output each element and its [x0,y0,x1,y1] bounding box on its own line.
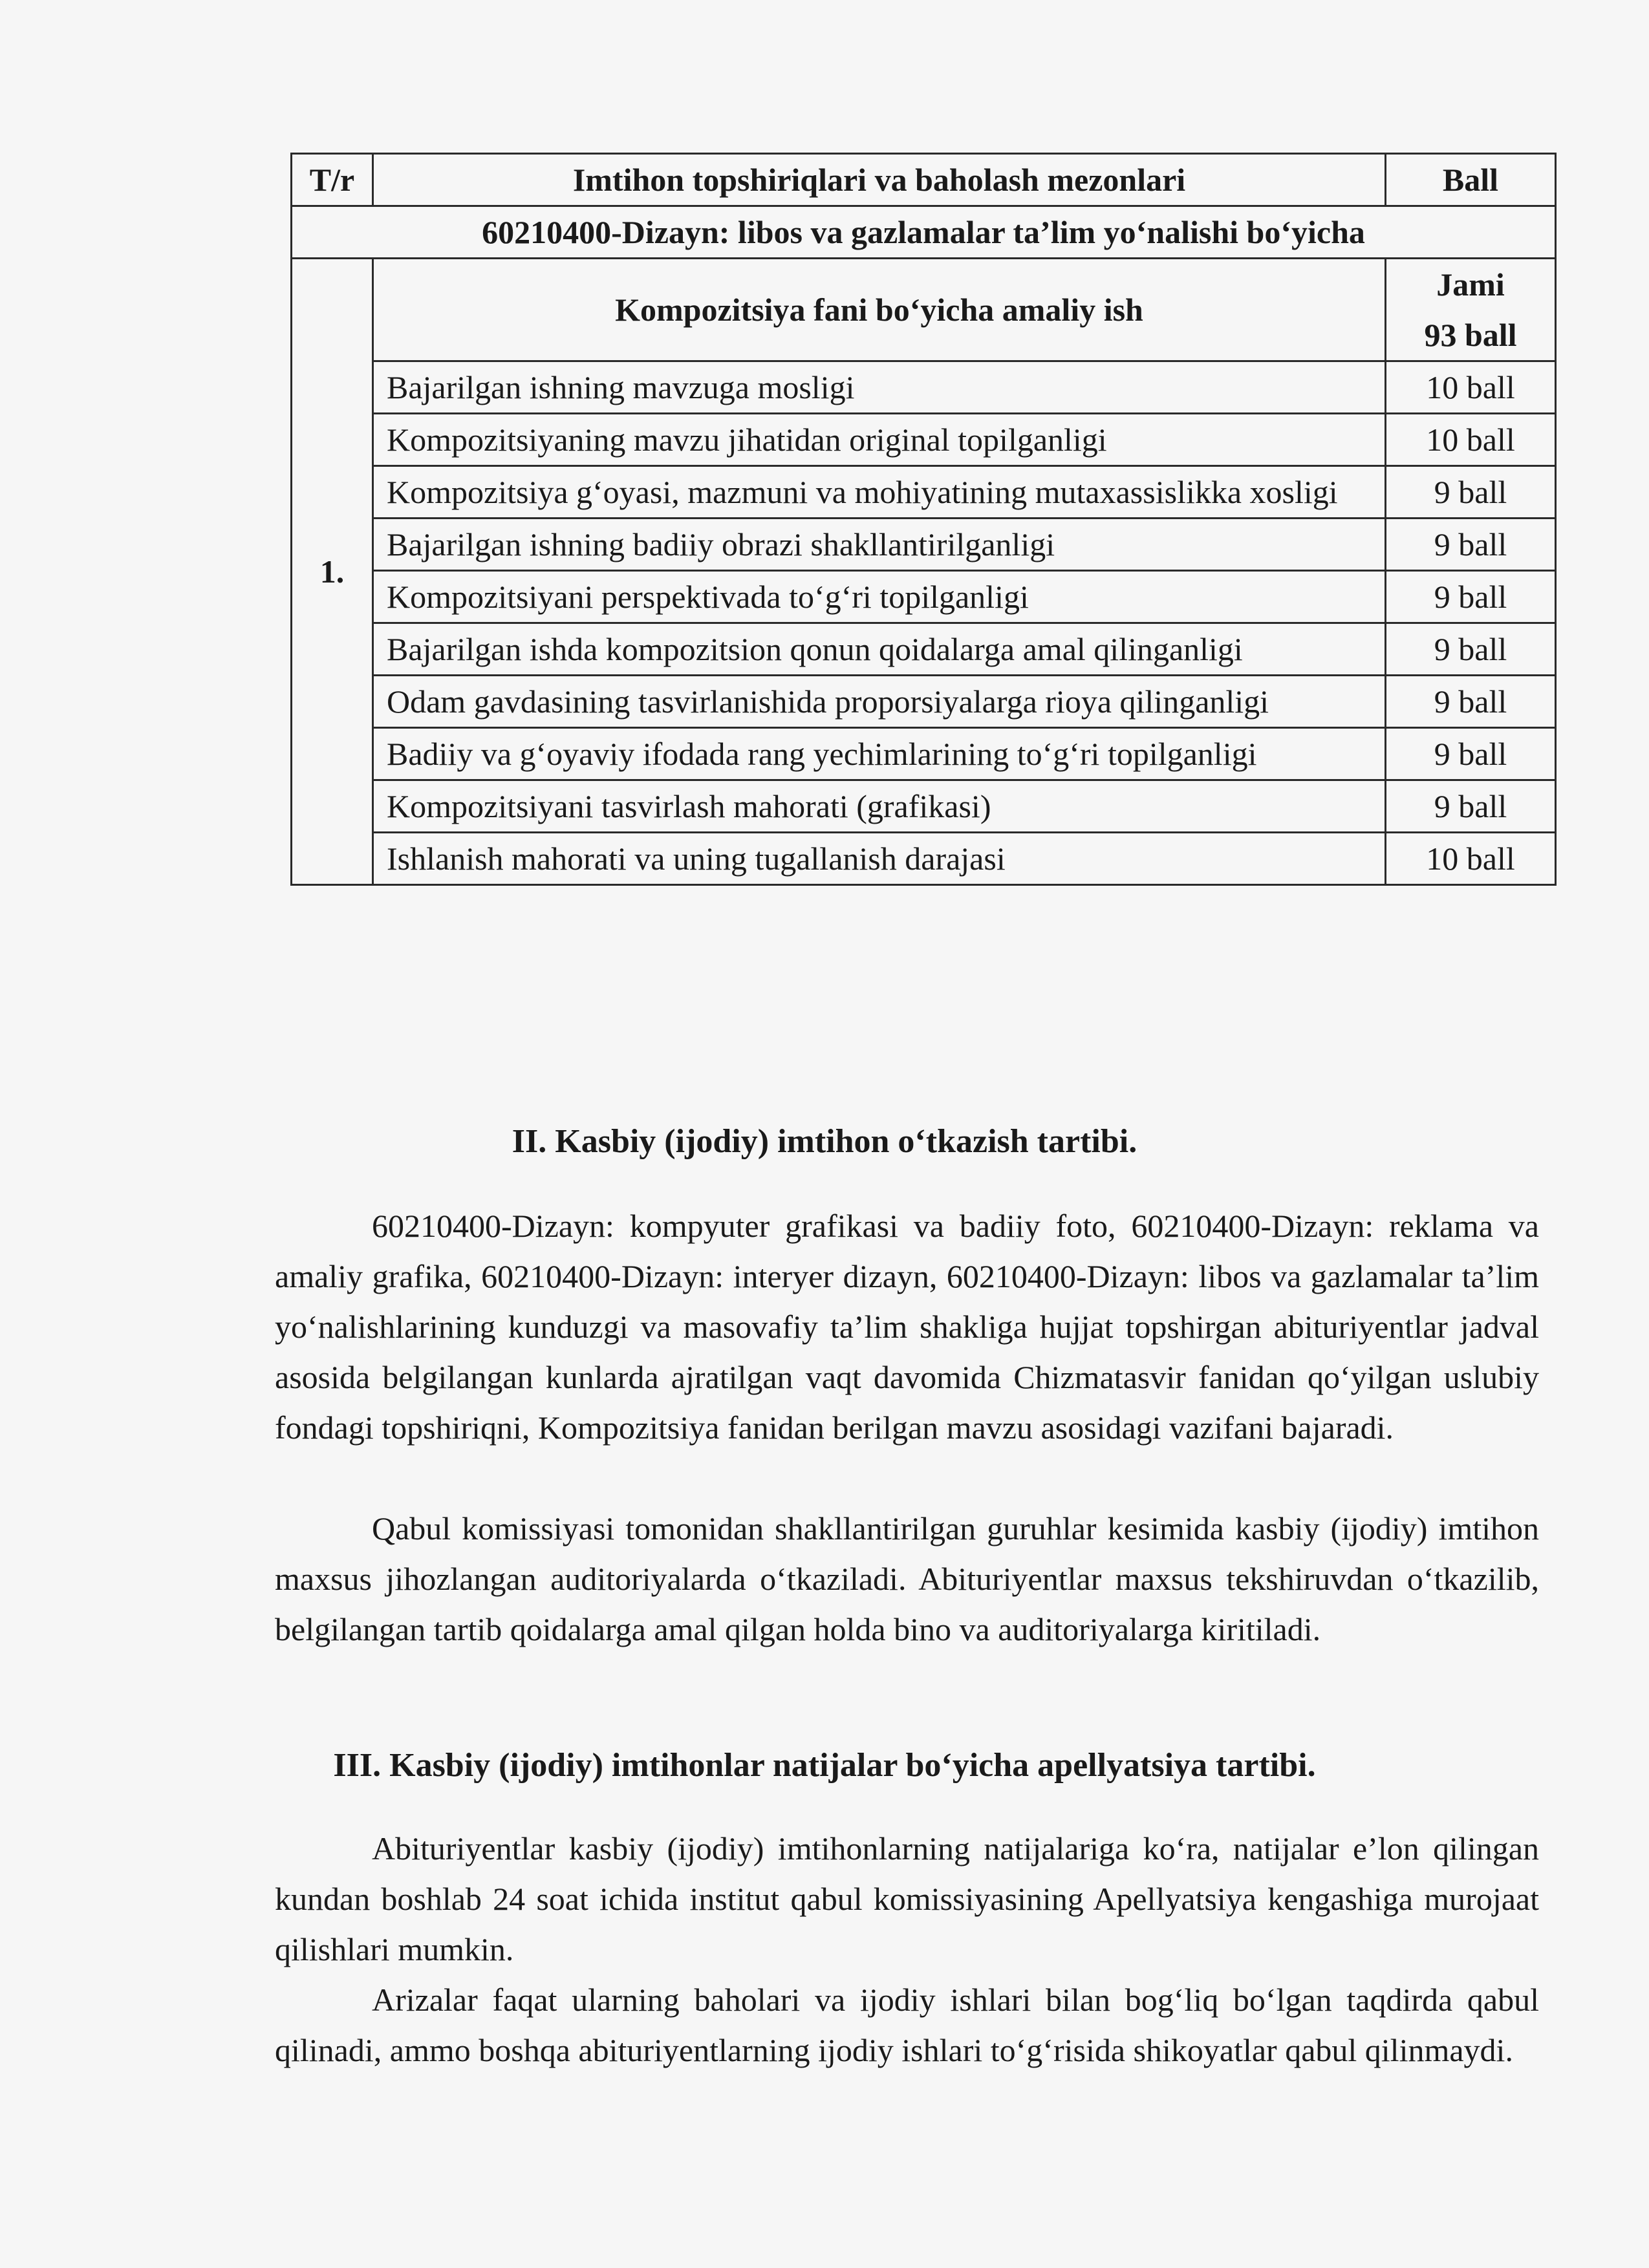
header-number: T/r [292,154,373,206]
section-2-paragraph-2: Qabul komissiyasi tomonidan shakllantirilgan guruhlar kesimida kasbiy (ijodiy) imtihon maxsus jihozlangan auditoriyalarda o‘tkaziladi. Abituriyentlar maxsus tekshiruvdan o‘tkazilib, belgilangan tartib qoidalarga amal qilgan holda bino va auditoriyalarga kiritiladi. [275,1510,1539,1647]
table-row [292,676,1556,728]
table-row [292,414,1556,466]
criterion-ball: 9 ball [1386,728,1556,780]
criterion-ball: 9 ball [1386,676,1556,728]
criterion-text: Kompozitsiyani tasvirlash mahorati (grafikasi) [373,780,1386,833]
criterion-text: Odam gavdasining tasvirlanishida proporsiyalarga rioya qilinganligi [373,676,1386,728]
section-3-heading: III. Kasbiy (ijodiy) imtihonlar natijalar bo‘yicha apellyatsiya tartibi. [333,1747,1316,1784]
criterion-ball: 9 ball [1386,571,1556,623]
criterion-text: Kompozitsiya g‘oyasi, mazmuni va mohiyatining mutaxassislikka xosligi [373,466,1386,519]
table-header-row [292,154,1556,206]
header-ball: Ball [1386,154,1556,206]
criterion-ball: 10 ball [1386,833,1556,885]
table-row [292,780,1556,833]
section-2-heading: II. Kasbiy (ijodiy) imtihon o‘tkazish tartibi. [512,1123,1137,1160]
section-3-paragraph-2: Arizalar faqat ularning baholari va ijodiy ishlari bilan bog‘liq bo‘lgan taqdirda qabul qilinadi, ammo boshqa abituriyentlarning ijodiy ishlari to‘g‘risida shikoyatlar qabul qilinmaydi. [275,1982,1539,2068]
criterion-ball: 9 ball [1386,466,1556,519]
section-2-paragraph-1: 60210400-Dizayn: kompyuter grafikasi va badiiy foto, 60210400-Dizayn: reklama va amaliy grafika, 60210400-Dizayn: interyer dizayn, 60210400-Dizayn: libos va gazlamalar ta’lim yo‘nalishlarining kunduzgi va masovafiy ta’lim shakliga hujjat topshirgan abituriyentlar jadval asosida belgilangan kunlarda ajratilgan vaqt davomida Chizmatasvir fanidan qo‘yilgan uslubiy fondagi topshiriqni, Kompozitsiya fanidan berilgan mavzu asosidagi vazifani bajaradi. [275,1208,1539,1446]
total-value: 93 ball [1424,317,1517,353]
criterion-text: Ishlanish mahorati va uning tugallanish darajasi [373,833,1386,885]
criterion-text: Kompozitsiyani perspektivada to‘g‘ri topilganligi [373,571,1386,623]
criterion-ball: 10 ball [1386,414,1556,466]
direction-row [292,206,1556,259]
criteria-table [290,153,1557,886]
criterion-ball: 9 ball [1386,519,1556,571]
criterion-text: Bajarilgan ishda kompozitsion qonun qoidalarga amal qilinganligi [373,623,1386,676]
section-title: Kompozitsiya fani bo‘yicha amaliy ish [373,259,1386,361]
table-row [292,571,1556,623]
table-row [292,623,1556,676]
section-3-paragraph-1: Abituriyentlar kasbiy (ijodiy) imtihonlarning natijalariga ko‘ra, natijalar e’lon qilingan kundan boshlab 24 soat ichida institut qabul komissiyasining Apellyatsiya kengashiga murojaat qilishlari mumkin. [275,1830,1539,1967]
section-title-row [292,259,1556,361]
criterion-ball: 10 ball [1386,361,1556,414]
total-label: Jami [1436,266,1505,303]
criterion-ball: 9 ball [1386,780,1556,833]
criterion-text: Kompozitsiyaning mavzu jihatidan original topilganligi [373,414,1386,466]
table-row [292,519,1556,571]
total-points [1386,259,1556,361]
table-row [292,361,1556,414]
criterion-text: Badiiy va g‘oyaviy ifodada rang yechimlarining to‘g‘ri topilganligi [373,728,1386,780]
header-criteria: Imtihon topshiriqlari va baholash mezonlari [373,154,1386,206]
table-row [292,833,1556,885]
criterion-ball: 9 ball [1386,623,1556,676]
criterion-text: Bajarilgan ishning badiiy obrazi shakllantirilganligi [373,519,1386,571]
criterion-text: Bajarilgan ishning mavzuga mosligi [373,361,1386,414]
section-number: 1. [292,259,373,885]
direction-title: 60210400-Dizayn: libos va gazlamalar ta’lim yo‘nalishi bo‘yicha [292,206,1556,259]
table-row [292,466,1556,519]
table-row [292,728,1556,780]
